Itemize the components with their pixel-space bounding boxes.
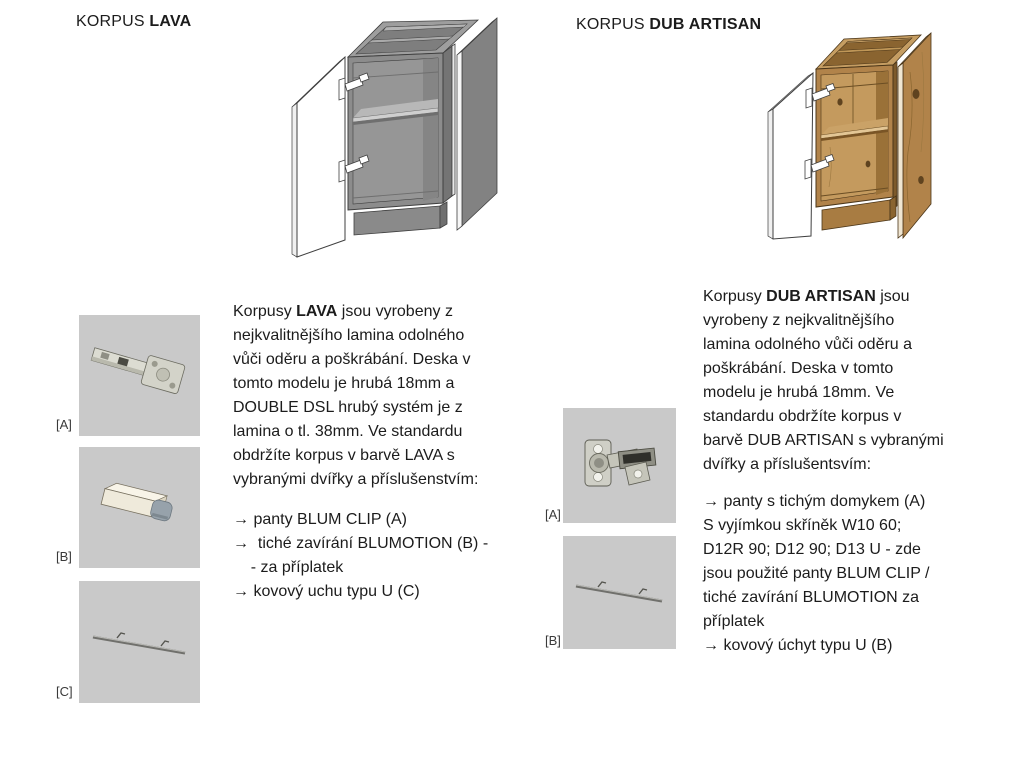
bullet-line: → panty s tichým domykem (A) bbox=[703, 493, 926, 510]
text-line: standardu obdržíte korpus v bbox=[703, 408, 902, 425]
section-title-lava bbox=[76, 13, 191, 31]
text-line: nejkvalitnějšího lamina odolného bbox=[233, 327, 465, 344]
accessory-image-damper bbox=[79, 447, 200, 568]
accessory-label: [B] bbox=[56, 549, 72, 564]
bullet-line: → kovový úchyt typu U (B) bbox=[703, 637, 893, 654]
bullet-line: → panty BLUM CLIP (A) bbox=[233, 511, 407, 528]
accessory-list-dub-artisan bbox=[703, 490, 944, 658]
accessory-list-lava bbox=[233, 508, 488, 604]
u-handle-icon bbox=[563, 536, 676, 649]
accessory-image-soft-close-hinge bbox=[563, 408, 676, 523]
bullet-line: D12R 90; D12 90; D13 U - zde bbox=[703, 541, 921, 558]
accessory-label: [B] bbox=[545, 633, 561, 648]
cabinet-illustration-dub-artisan bbox=[740, 22, 975, 262]
text-line: lamina odolného vůči oděru a bbox=[703, 336, 913, 353]
text-line: modelu je hrubá 18mm. Ve bbox=[703, 384, 895, 401]
u-handle-icon bbox=[79, 581, 200, 703]
blumotion-damper-icon bbox=[79, 447, 200, 568]
cabinet-illustration-lava bbox=[285, 6, 520, 268]
text-line: DOUBLE DSL hrubý systém je z bbox=[233, 399, 463, 416]
title-emphasis: DUB ARTISAN bbox=[649, 16, 762, 33]
accessory-image-handle bbox=[79, 581, 200, 703]
title-emphasis: LAVA bbox=[149, 13, 192, 30]
cabinet-top bbox=[348, 20, 478, 57]
accessory-image-hinge bbox=[79, 315, 200, 436]
accessory-label: [A] bbox=[545, 507, 561, 522]
text-line: vůči oděru a poškrábání. Deska v bbox=[233, 351, 471, 368]
text-line: obdržíte korpus v barvě LAVA s bbox=[233, 447, 455, 464]
carcass-side bbox=[893, 62, 897, 209]
description-lava bbox=[233, 300, 488, 604]
bullet-line: S vyjímkou skříněk W10 60; bbox=[703, 517, 902, 534]
text-line: tomto modelu je hrubá 18mm a bbox=[233, 375, 455, 392]
soft-close-hinge-icon bbox=[563, 408, 676, 523]
bullet-line: → kovový uchu typu U (C) bbox=[233, 583, 420, 600]
text-line: vyrobeny z nejkvalitnějšího bbox=[703, 312, 895, 329]
text-line: dvířky a příslušentsvím: bbox=[703, 456, 872, 473]
text-line: Korpusy LAVA jsou vyrobeny z bbox=[233, 303, 453, 320]
text-line: lamina o tl. 38mm. Ve standardu bbox=[233, 423, 463, 440]
bullet-line: - za příplatek bbox=[233, 559, 344, 576]
carcass-side bbox=[443, 44, 455, 203]
bullet-line: příplatek bbox=[703, 613, 765, 630]
text-line: Korpusy DUB ARTISAN jsou bbox=[703, 288, 910, 305]
text-line: barvě DUB ARTISAN s vybranými bbox=[703, 432, 944, 449]
side-panel bbox=[898, 33, 931, 238]
title-prefix: KORPUS bbox=[76, 13, 150, 30]
text-line: vybranými dvířky a příslušenstvím: bbox=[233, 471, 479, 488]
clip-hinge-icon bbox=[79, 315, 200, 436]
description-dub-artisan bbox=[703, 285, 944, 658]
accessory-label: [C] bbox=[56, 684, 73, 699]
side-panel bbox=[457, 18, 497, 230]
section-title-dub-artisan bbox=[576, 16, 761, 34]
accessory-image-handle bbox=[563, 536, 676, 649]
bullet-line: tiché zavírání BLUMOTION za bbox=[703, 589, 920, 606]
text-line: poškrábání. Deska v tomto bbox=[703, 360, 894, 377]
cabinet-door bbox=[292, 57, 345, 257]
accessory-label: [A] bbox=[56, 417, 72, 432]
bullet-line: jsou použité panty BLUM CLIP / bbox=[703, 565, 930, 582]
title-prefix: KORPUS bbox=[576, 16, 650, 33]
bullet-line: → tiché zavírání BLUMOTION (B) - bbox=[233, 535, 489, 552]
